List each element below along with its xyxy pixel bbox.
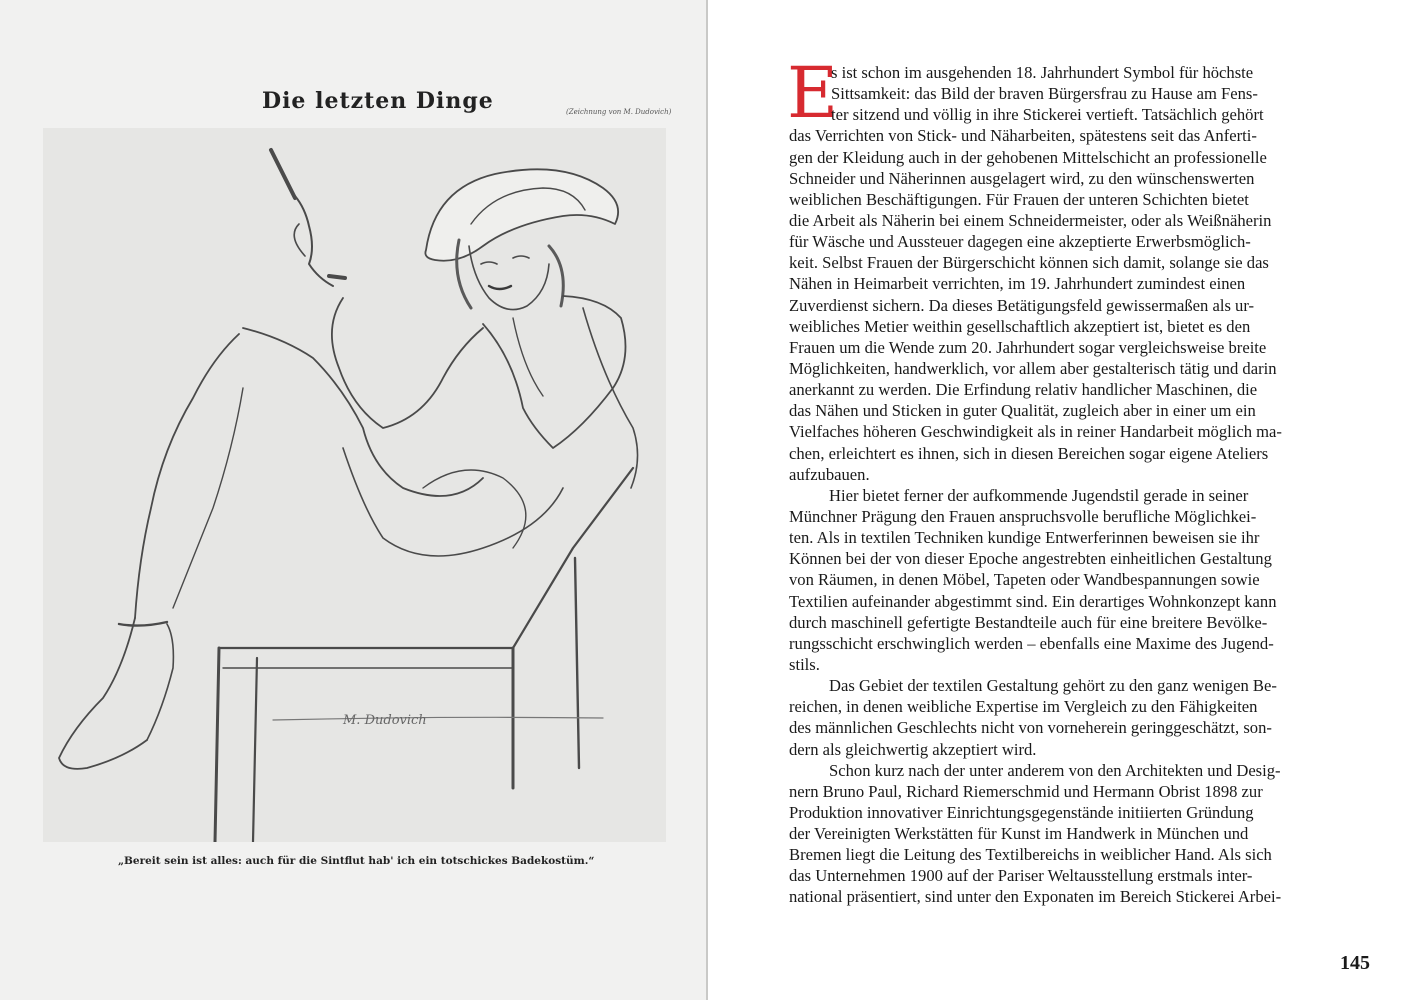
text-line: Können bei der von dieser Epoche angestrebten einheitlichen Gestaltung [789, 549, 1272, 569]
text-line: die Arbeit als Näherin bei einem Schneidermeister, oder als Weißnäherin [789, 210, 1272, 230]
illustration-credit: (Zeichnung von M. Dudovich) [566, 108, 672, 116]
text-line: des männlichen Geschlechts nicht von vorneherein geringgeschätzt, son- [789, 718, 1272, 738]
text-line: weiblichen Beschäftigungen. Für Frauen der unteren Schichten bietet [789, 189, 1249, 209]
left-page [0, 0, 707, 1000]
text-line: Sittsamkeit: das Bild der braven Bürgersfrau zu Hause am Fens- [831, 84, 1258, 104]
text-line: ten. Als in textilen Techniken kundige Entwerferinnen beweisen sie ihr [789, 528, 1260, 548]
text-line: Das Gebiet der textilen Gestaltung gehört zu den ganz wenigen Be- [829, 676, 1277, 696]
text-line: anerkannt zu werden. Die Erfindung relativ handlicher Maschinen, die [789, 380, 1258, 400]
text-line: keit. Selbst Frauen der Bürgerschicht können sich damit, solange sie das [789, 253, 1269, 273]
text-line: Schon kurz nach der unter anderem von den Architekten und Desig- [829, 760, 1281, 780]
text-line: der Vereinigten Werkstätten für Kunst im Handwerk in München und [789, 824, 1249, 844]
text-line: weibliches Metier weithin gesellschaftlich akzeptiert ist, bietet es den [789, 316, 1251, 336]
text-line: Hier bietet ferner der aufkommende Jugendstil gerade in seiner [829, 485, 1249, 505]
text-line: Textilien aufeinander abgestimmt sind. Ein derartiges Wohnkonzept kann [789, 591, 1277, 611]
text-line: ter sitzend und völlig in ihre Stickerei vertieft. Tatsächlich gehört [831, 105, 1264, 125]
text-line: chen, erleichtert es ihnen, sich in diesen Bereichen sogar eigene Ateliers [789, 443, 1269, 463]
body-text [789, 62, 1369, 908]
illustration-signature: M. Dudovich [343, 713, 427, 728]
text-line: Münchner Prägung den Frauen anspruchsvolle berufliche Möglichkei- [789, 506, 1257, 526]
text-line: gen der Kleidung auch in der gehobenen Mittelschicht an professionelle [789, 147, 1267, 167]
text-line: dern als gleichwertig akzeptiert wird. [789, 739, 1037, 759]
text-line: Zuverdienst sichern. Da dieses Betätigungsfeld gewissermaßen als ur- [789, 295, 1255, 315]
text-line: nern Bruno Paul, Richard Riemerschmid und Hermann Obrist 1898 zur [789, 781, 1263, 801]
text-line: national präsentiert, sind unter den Exponaten im Bereich Stickerei Arbei- [789, 887, 1282, 907]
illustration-caption: „Bereit sein ist alles: auch für die Sintflut hab' ich ein totschickes Badekostüm.“ [118, 855, 595, 867]
text-line: stils. [789, 654, 820, 674]
text-line: Schneider und Näherinnen ausgelagert wird, zu den wünschenswerten [789, 168, 1255, 188]
text-line: für Wäsche und Aussteuer dagegen eine akzeptierte Erwerbsmöglich- [789, 232, 1251, 252]
text-line: von Räumen, in denen Möbel, Tapeten oder Wandbespannungen sowie [789, 570, 1260, 590]
text-line: das Unternehmen 1900 auf der Pariser Weltausstellung erstmals inter- [789, 866, 1253, 886]
text-line: Bremen liegt die Leitung des Textilbereichs in weiblicher Hand. Als sich [789, 845, 1272, 865]
text-line: Frauen um die Wende zum 20. Jahrhundert sogar vergleichsweise breite [789, 337, 1267, 357]
text-line: das Nähen und Sticken in guter Qualität, zugleich aber in einer um ein [789, 401, 1256, 421]
fashion-illustration [43, 128, 666, 842]
woman-seated-sketch [43, 128, 666, 842]
page-number: 145 [1340, 952, 1370, 974]
drop-cap-letter: E [787, 52, 839, 134]
text-line: das Verrichten von Stick- und Näharbeiten, spätestens seit das Anferti- [789, 126, 1257, 146]
text-line: reichen, in denen weibliche Expertise im Vergleich zu den Fähigkeiten [789, 697, 1258, 717]
text-line: s ist schon im ausgehenden 18. Jahrhundert Symbol für höchste [831, 63, 1254, 82]
text-line: aufzubauen. [789, 464, 870, 484]
illustration-title: Die letzten Dinge [262, 88, 494, 114]
text-line: rungsschicht erschwinglich werden – ebenfalls eine Maxime des Jugend- [789, 633, 1274, 653]
text-line: Vielfaches höheren Geschwindigkeit als in reiner Handarbeit möglich ma- [789, 422, 1282, 442]
text-line: durch maschinell gefertigte Bestandteile auch für eine breitere Bevölke- [789, 612, 1268, 632]
text-line: Möglichkeiten, handwerklich, vor allem aber gestalterisch tätig und darin [789, 358, 1277, 378]
text-line: Produktion innovativer Einrichtungsgegenstände initiierten Gründung [789, 802, 1254, 822]
text-line: Nähen in Heimarbeit verrichten, im 19. Jahrhundert zumindest einen [789, 274, 1246, 294]
